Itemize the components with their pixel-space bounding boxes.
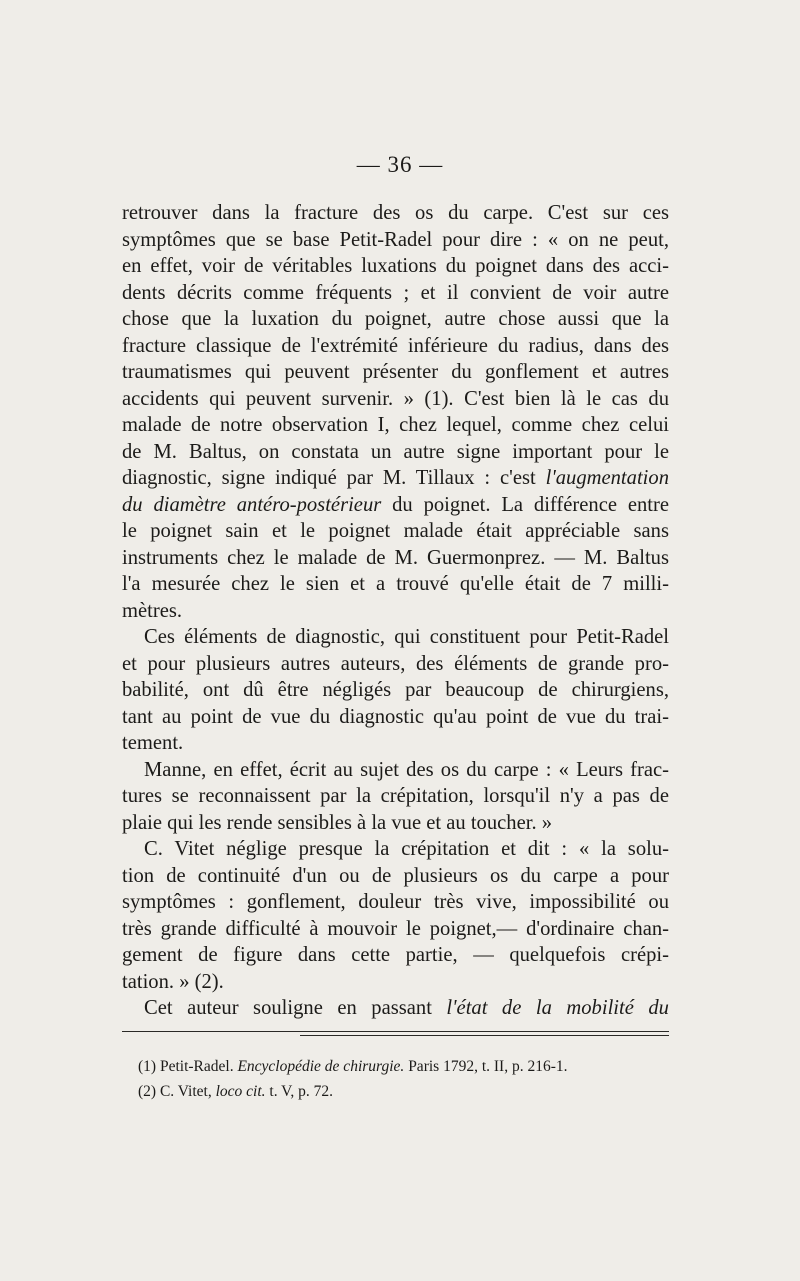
footnote-marker: (1): [138, 1058, 157, 1075]
text-line: tement.: [122, 732, 184, 754]
text-line: tation. » (2).: [122, 970, 224, 993]
text-line: symptômes : gonflement, douleur très vive, impossibilité ou: [122, 891, 669, 913]
footnote-author: C. Vitet,: [159, 1083, 212, 1100]
footnote-details: Paris 1792, t. II, p. 216-1.: [408, 1058, 568, 1075]
text-line: en effet, voir de véritables luxations du poignet dans des acci-: [122, 255, 669, 277]
italic-phrase: l'augmentation: [545, 467, 669, 489]
text-line: malade de notre observation I, chez lequel, comme chez celui: [122, 414, 669, 436]
footnote-author: Petit-Radel.: [159, 1058, 234, 1075]
text-line: traumatismes qui peuvent présenter du gonflement et autres: [122, 361, 669, 383]
footnote-divider: [122, 1031, 669, 1032]
text-line: gement de figure dans cette partie, — quelquefois crépi-: [122, 944, 669, 966]
text-line: chose que la luxation du poignet, autre chose aussi que la: [122, 308, 669, 330]
text-line: très grande difficulté à mouvoir le poignet,— d'ordinaire chan-: [122, 917, 669, 940]
text-line: symptômes que se base Petit-Radel pour dire : « on ne peut,: [122, 228, 669, 251]
body-text: [122, 200, 669, 1022]
italic-phrase: du diamètre antéro-postérieur: [122, 493, 382, 516]
footnote-details: t. V, p. 72.: [269, 1083, 333, 1100]
text-line: de M. Baltus, on constata un autre signe important pour le: [122, 440, 669, 463]
footnote-divider: [300, 1035, 669, 1036]
text-line: le poignet sain et le poignet malade était appréciable sans: [122, 520, 669, 542]
footnote-2: [138, 1079, 668, 1104]
text-segment: Cet auteur souligne en passant: [144, 997, 447, 1019]
text-line-mixed: [122, 492, 669, 519]
text-line: plaie qui les rende sensibles à la vue et au toucher. »: [122, 811, 553, 834]
text-line: tures se reconnaissent par la crépitation, lorsqu'il n'y a pas de: [122, 785, 669, 807]
text-segment: diagnostic, signe indiqué par M. Tillaux : c'est: [122, 467, 546, 489]
text-line: dents décrits comme fréquents ; et il convient de voir autre: [122, 281, 669, 304]
italic-phrase: l'état de la mobilité du: [446, 997, 669, 1019]
text-line: Manne, en effet, écrit au sujet des os du carpe : « Leurs frac-: [144, 758, 669, 781]
text-line: Ces éléments de diagnostic, qui constituent pour Petit-Radel: [144, 626, 669, 648]
text-line: et pour plusieurs autres auteurs, des éléments de grande pro-: [122, 652, 669, 675]
text-line-mixed: [122, 465, 669, 492]
footnote-marker: (2): [138, 1083, 157, 1100]
text-line-mixed: [122, 995, 669, 1022]
text-line: mètres.: [122, 599, 183, 622]
text-segment: du poignet. La différence entre: [392, 493, 669, 516]
text-line: babilité, ont dû être négligés par beaucoup de chirurgiens,: [122, 679, 669, 701]
text-line: retrouver dans la fracture des os du carpe. C'est sur ces: [122, 202, 669, 224]
text-line: tion de continuité d'un ou de plusieurs os du carpe a pour: [122, 864, 669, 887]
text-line: accidents qui peuvent survenir. » (1). C'est bien là le cas du: [122, 387, 669, 410]
footnotes: [138, 1054, 668, 1104]
text-line: instruments chez le malade de M. Guermonprez. — M. Baltus: [122, 546, 669, 569]
page-number: — 36 —: [356, 152, 444, 177]
footnote-title: loco cit.: [215, 1083, 266, 1100]
text-line: fracture classique de l'extrémité inférieure du radius, dans des: [122, 334, 669, 357]
text-line: l'a mesurée chez le sien et a trouvé qu'elle était de 7 milli-: [122, 573, 669, 595]
text-line: tant au point de vue du diagnostic qu'au point de vue du trai-: [122, 705, 669, 728]
footnote-title: Encyclopédie de chirurgie.: [237, 1058, 405, 1075]
footnote-1: [138, 1054, 668, 1079]
text-line: C. Vitet néglige presque la crépitation et dit : « la solu-: [144, 838, 669, 860]
